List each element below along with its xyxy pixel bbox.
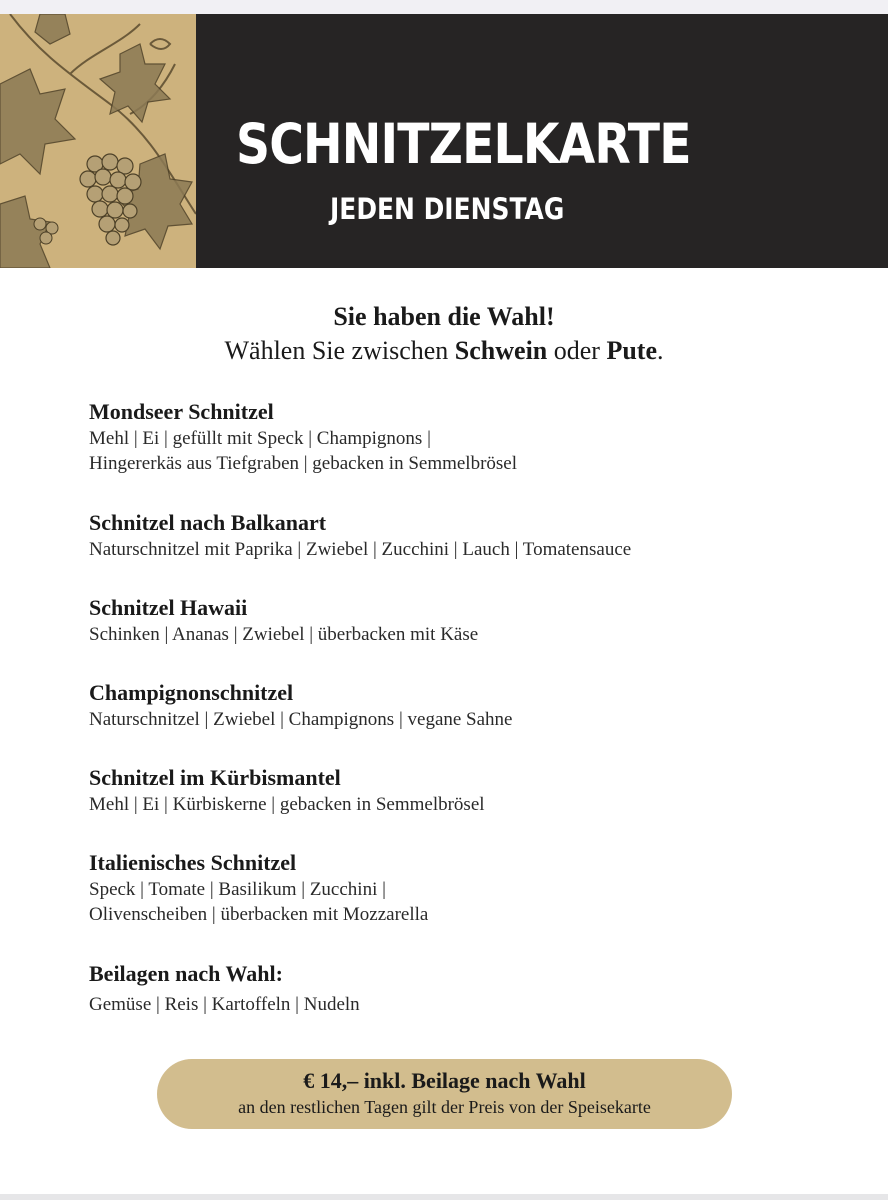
menu-banner: [0, 14, 888, 268]
intro: [0, 300, 888, 368]
menu-item-balkan: [89, 509, 849, 562]
menu-item-hawaii: [89, 594, 849, 647]
menu-item-name: Champignonschnitzel: [89, 680, 294, 705]
grapevine-illustration-icon: [0, 14, 196, 268]
menu-item-description: Hingererkäs aus Tiefgraben | gebacken in Semmelbrösel: [89, 453, 518, 474]
bottom-divider: [0, 1194, 888, 1200]
menu-item-name: Schnitzel im Kürbismantel: [89, 765, 341, 790]
menu-item-mondseer: [89, 398, 849, 476]
price-note: an den restlichen Tagen gilt der Preis von der Speisekarte: [238, 1097, 651, 1117]
menu-item-description: Mehl | Ei | Kürbiskerne | gebacken in Semmelbrösel: [89, 794, 485, 815]
price-badge: [157, 1059, 732, 1129]
menu-item-description: Schinken | Ananas | Zwiebel | überbacken mit Käse: [89, 624, 479, 645]
menu-item-description: Naturschnitzel mit Paprika | Zwiebel | Zucchini | Lauch | Tomatensauce: [89, 539, 632, 560]
price-main: € 14,– inkl. Beilage nach Wahl: [303, 1068, 586, 1093]
option-turkey: Pute: [606, 336, 658, 365]
intro-line-middle: oder: [547, 336, 607, 365]
intro-headline: Sie haben die Wahl!: [333, 302, 555, 331]
intro-line-suffix: .: [657, 336, 664, 365]
menu-item-name: Italienisches Schnitzel: [89, 850, 297, 875]
menu-item-italienisch: [89, 849, 849, 927]
menu-item-description: Olivenscheiben | überbacken mit Mozzarella: [89, 904, 429, 925]
menu-subtitle: JEDEN DIENSTAG: [330, 192, 565, 226]
menu-item-description: Speck | Tomate | Basilikum | Zucchini |: [89, 879, 386, 900]
menu-sides: [89, 960, 849, 1017]
intro-choice-line: [0, 334, 888, 368]
menu-item-kuerbis: [89, 764, 849, 817]
sides-options: Gemüse | Reis | Kartoffeln | Nudeln: [89, 994, 360, 1015]
menu-title: SCHNITZELKARTE: [236, 112, 691, 176]
menu-item-name: Schnitzel nach Balkanart: [89, 510, 327, 535]
menu-item-description: Naturschnitzel | Zwiebel | Champignons | vegane Sahne: [89, 709, 513, 730]
sides-heading: Beilagen nach Wahl:: [89, 961, 283, 986]
menu-item-name: Schnitzel Hawaii: [89, 595, 248, 620]
menu-item-description: Mehl | Ei | gefüllt mit Speck | Champignons |: [89, 428, 431, 449]
intro-line-prefix: Wählen Sie zwischen: [224, 336, 455, 365]
option-pork: Schwein: [454, 336, 548, 365]
menu-item-champignon: [89, 679, 849, 732]
menu-item-name: Mondseer Schnitzel: [89, 399, 274, 424]
top-strip: [0, 0, 888, 14]
